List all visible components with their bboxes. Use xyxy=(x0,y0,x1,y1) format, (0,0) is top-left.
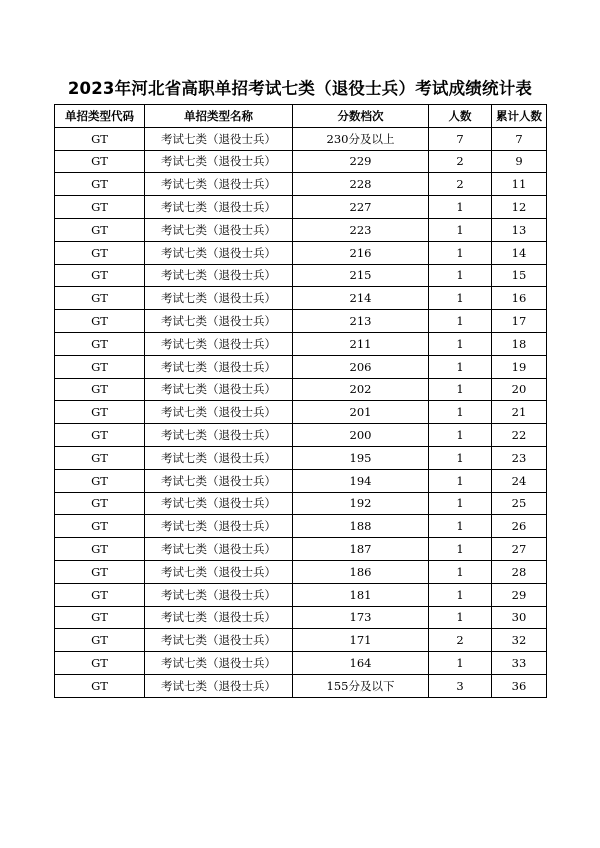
cell-count: 1 xyxy=(429,515,492,538)
table-row xyxy=(55,241,547,264)
table-row xyxy=(55,378,547,401)
cell-type-name: 考试七类（退役士兵） xyxy=(145,378,293,401)
cell-count: 1 xyxy=(429,424,492,447)
cell-score-level: 164 xyxy=(293,652,429,675)
table-row xyxy=(55,446,547,469)
cell-score-level: 215 xyxy=(293,264,429,287)
cell-cumulative-count: 19 xyxy=(492,355,547,378)
cell-cumulative-count: 23 xyxy=(492,446,547,469)
cell-count: 1 xyxy=(429,378,492,401)
cell-type-code: GT xyxy=(55,606,145,629)
cell-cumulative-count: 24 xyxy=(492,469,547,492)
cell-score-level: 187 xyxy=(293,538,429,561)
cell-type-code: GT xyxy=(55,629,145,652)
header-count: 人数 xyxy=(429,105,492,128)
cell-cumulative-count: 20 xyxy=(492,378,547,401)
table-row xyxy=(55,515,547,538)
cell-count: 2 xyxy=(429,150,492,173)
cell-count: 1 xyxy=(429,264,492,287)
cell-type-code: GT xyxy=(55,424,145,447)
table-row xyxy=(55,424,547,447)
cell-type-name: 考试七类（退役士兵） xyxy=(145,332,293,355)
cell-cumulative-count: 11 xyxy=(492,173,547,196)
cell-count: 1 xyxy=(429,652,492,675)
cell-score-level: 229 xyxy=(293,150,429,173)
table-row xyxy=(55,310,547,333)
cell-score-level: 188 xyxy=(293,515,429,538)
cell-type-code: GT xyxy=(55,378,145,401)
cell-count: 1 xyxy=(429,538,492,561)
cell-type-name: 考试七类（退役士兵） xyxy=(145,560,293,583)
cell-cumulative-count: 28 xyxy=(492,560,547,583)
cell-count: 1 xyxy=(429,332,492,355)
cell-score-level: 227 xyxy=(293,196,429,219)
cell-type-code: GT xyxy=(55,401,145,424)
cell-cumulative-count: 21 xyxy=(492,401,547,424)
cell-cumulative-count: 18 xyxy=(492,332,547,355)
table-row xyxy=(55,127,547,150)
cell-score-level: 192 xyxy=(293,492,429,515)
cell-score-level: 214 xyxy=(293,287,429,310)
cell-count: 1 xyxy=(429,560,492,583)
cell-type-code: GT xyxy=(55,515,145,538)
cell-type-code: GT xyxy=(55,264,145,287)
table-row xyxy=(55,332,547,355)
table-row xyxy=(55,492,547,515)
cell-count: 1 xyxy=(429,196,492,219)
cell-count: 1 xyxy=(429,287,492,310)
cell-score-level: 213 xyxy=(293,310,429,333)
cell-type-code: GT xyxy=(55,173,145,196)
cell-cumulative-count: 22 xyxy=(492,424,547,447)
table-row xyxy=(55,583,547,606)
table-row xyxy=(55,173,547,196)
cell-count: 1 xyxy=(429,310,492,333)
cell-score-level: 201 xyxy=(293,401,429,424)
cell-count: 1 xyxy=(429,583,492,606)
table-row xyxy=(55,629,547,652)
cell-count: 1 xyxy=(429,446,492,469)
cell-type-code: GT xyxy=(55,196,145,219)
cell-type-name: 考试七类（退役士兵） xyxy=(145,173,293,196)
cell-type-name: 考试七类（退役士兵） xyxy=(145,401,293,424)
cell-score-level: 211 xyxy=(293,332,429,355)
cell-cumulative-count: 7 xyxy=(492,127,547,150)
cell-type-name: 考试七类（退役士兵） xyxy=(145,652,293,675)
cell-score-level: 200 xyxy=(293,424,429,447)
cell-type-name: 考试七类（退役士兵） xyxy=(145,492,293,515)
table-row xyxy=(55,401,547,424)
cell-score-level: 181 xyxy=(293,583,429,606)
page-title: 2023年河北省高职单招考试七类（退役士兵）考试成绩统计表 xyxy=(67,79,533,98)
cell-score-level: 171 xyxy=(293,629,429,652)
table-row xyxy=(55,218,547,241)
header-score-level: 分数档次 xyxy=(293,105,429,128)
cell-type-name: 考试七类（退役士兵） xyxy=(145,674,293,697)
cell-type-name: 考试七类（退役士兵） xyxy=(145,469,293,492)
header-type-name: 单招类型名称 xyxy=(145,105,293,128)
cell-count: 1 xyxy=(429,606,492,629)
cell-type-code: GT xyxy=(55,583,145,606)
cell-cumulative-count: 16 xyxy=(492,287,547,310)
cell-cumulative-count: 12 xyxy=(492,196,547,219)
cell-type-code: GT xyxy=(55,150,145,173)
cell-type-code: GT xyxy=(55,332,145,355)
cell-count: 2 xyxy=(429,173,492,196)
cell-score-level: 194 xyxy=(293,469,429,492)
table-row xyxy=(55,652,547,675)
cell-count: 1 xyxy=(429,218,492,241)
cell-type-name: 考试七类（退役士兵） xyxy=(145,355,293,378)
cell-cumulative-count: 32 xyxy=(492,629,547,652)
cell-type-code: GT xyxy=(55,538,145,561)
cell-type-code: GT xyxy=(55,241,145,264)
cell-type-name: 考试七类（退役士兵） xyxy=(145,583,293,606)
cell-score-level: 228 xyxy=(293,173,429,196)
cell-score-level: 206 xyxy=(293,355,429,378)
cell-cumulative-count: 33 xyxy=(492,652,547,675)
table-row xyxy=(55,538,547,561)
cell-type-name: 考试七类（退役士兵） xyxy=(145,629,293,652)
cell-score-level: 223 xyxy=(293,218,429,241)
cell-type-code: GT xyxy=(55,560,145,583)
cell-type-name: 考试七类（退役士兵） xyxy=(145,538,293,561)
cell-count: 1 xyxy=(429,492,492,515)
cell-type-code: GT xyxy=(55,355,145,378)
cell-score-level: 186 xyxy=(293,560,429,583)
cell-score-level: 202 xyxy=(293,378,429,401)
score-statistics-table xyxy=(54,104,547,698)
cell-count: 1 xyxy=(429,401,492,424)
table-row xyxy=(55,606,547,629)
table-body xyxy=(55,127,547,697)
cell-score-level: 173 xyxy=(293,606,429,629)
table-row xyxy=(55,560,547,583)
cell-type-name: 考试七类（退役士兵） xyxy=(145,127,293,150)
cell-type-name: 考试七类（退役士兵） xyxy=(145,218,293,241)
cell-score-level: 155分及以下 xyxy=(293,674,429,697)
cell-cumulative-count: 27 xyxy=(492,538,547,561)
cell-type-name: 考试七类（退役士兵） xyxy=(145,196,293,219)
cell-type-name: 考试七类（退役士兵） xyxy=(145,310,293,333)
header-cumulative-count: 累计人数 xyxy=(492,105,547,128)
header-type-code: 单招类型代码 xyxy=(55,105,145,128)
cell-score-level: 195 xyxy=(293,446,429,469)
table-row xyxy=(55,355,547,378)
cell-type-code: GT xyxy=(55,446,145,469)
cell-type-name: 考试七类（退役士兵） xyxy=(145,515,293,538)
cell-type-name: 考试七类（退役士兵） xyxy=(145,424,293,447)
cell-cumulative-count: 36 xyxy=(492,674,547,697)
cell-type-code: GT xyxy=(55,310,145,333)
cell-type-code: GT xyxy=(55,287,145,310)
cell-count: 1 xyxy=(429,469,492,492)
cell-type-name: 考试七类（退役士兵） xyxy=(145,264,293,287)
cell-count: 3 xyxy=(429,674,492,697)
cell-count: 2 xyxy=(429,629,492,652)
cell-cumulative-count: 15 xyxy=(492,264,547,287)
cell-cumulative-count: 17 xyxy=(492,310,547,333)
cell-type-code: GT xyxy=(55,674,145,697)
cell-type-name: 考试七类（退役士兵） xyxy=(145,150,293,173)
cell-type-code: GT xyxy=(55,127,145,150)
cell-type-code: GT xyxy=(55,652,145,675)
table-row xyxy=(55,150,547,173)
cell-score-level: 230分及以上 xyxy=(293,127,429,150)
table-header-row xyxy=(55,105,547,128)
table-row xyxy=(55,469,547,492)
cell-score-level: 216 xyxy=(293,241,429,264)
cell-type-name: 考试七类（退役士兵） xyxy=(145,241,293,264)
cell-cumulative-count: 30 xyxy=(492,606,547,629)
cell-count: 1 xyxy=(429,241,492,264)
cell-cumulative-count: 25 xyxy=(492,492,547,515)
cell-type-code: GT xyxy=(55,492,145,515)
cell-type-name: 考试七类（退役士兵） xyxy=(145,287,293,310)
cell-cumulative-count: 26 xyxy=(492,515,547,538)
cell-type-code: GT xyxy=(55,218,145,241)
cell-type-name: 考试七类（退役士兵） xyxy=(145,446,293,469)
cell-cumulative-count: 13 xyxy=(492,218,547,241)
cell-count: 7 xyxy=(429,127,492,150)
cell-cumulative-count: 9 xyxy=(492,150,547,173)
table-row xyxy=(55,264,547,287)
table-row xyxy=(55,287,547,310)
cell-cumulative-count: 14 xyxy=(492,241,547,264)
cell-type-code: GT xyxy=(55,469,145,492)
cell-type-name: 考试七类（退役士兵） xyxy=(145,606,293,629)
cell-count: 1 xyxy=(429,355,492,378)
table-row xyxy=(55,196,547,219)
cell-cumulative-count: 29 xyxy=(492,583,547,606)
table-row xyxy=(55,674,547,697)
